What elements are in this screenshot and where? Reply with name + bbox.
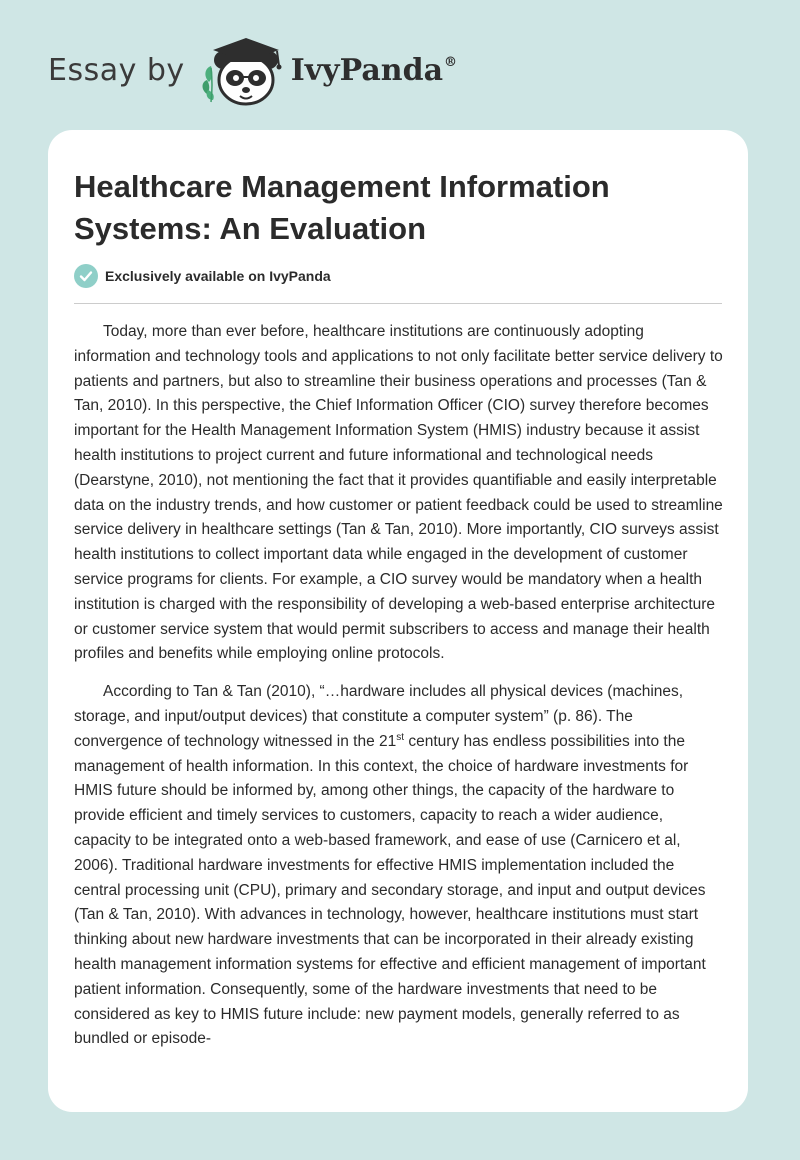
site-header [48,30,457,110]
page-title: Healthcare Management Information Systems: An Evaluation [74,169,610,246]
paragraph-2: According to Tan & Tan (2010), “…hardware includes all physical devices (machines, storage, and input/output devices) that constitute a computer system” (p. 86). The convergence of technology witnessed in the 21st century has endless possibilities into the management of health information. In this context, the choice of hardware investments for HMIS future should be informed by, among other things, the capacity of the hardware to provide efficient and timely services to customers, capacity to reach a wider audience, capacity to be integrated onto a web-based framework, and ease of use (Carnicero et al, 2006). Traditional hardware investments for effective HMIS implementation included the central processing unit (CPU), primary and secondary storage, and input and output devices (Tan & Tan, 2010). With advances in technology, however, healthcare institutions must start thinking about new hardware investments that can be incorporated in their already existing health management information systems for effective and efficient management of important patient information. Consequently, some of the hardware investments that need to be considered as key to HMIS future include: new payment models, generally referred to as bundled or episode- [74,683,706,1048]
ivypanda-logo-icon[interactable] [199,30,285,110]
exclusive-label: Exclusively available on IvyPanda [105,268,331,284]
essay-by-label: Essay by [48,52,185,88]
paragraph-1: Today, more than ever before, healthcare institutions are continuously adopting information and technology tools and applications to not only facilitate better service delivery to patients and partners, but also to streamline their business operations and processes (Tan & Tan, 2010). In this perspective, the Chief Information Officer (CIO) survey therefore becomes important for the Health Management Information System (HMIS) industry because it assist health institutions to project current and future informational and technological needs (Dearstyne, 2010), not mentioning the fact that it provides quantifiable and easily interpretable data on the industry trends, and how customer or patient feedback could be used to streamline service delivery in healthcare settings (Tan & Tan, 2010). More importantly, CIO surveys assist health institutions to collect important data while engaged in the development of customer service programs for clients. For example, a CIO survey would be mandatory when a health institution is charged with the responsibility of developing a web-based enterprise architecture or customer service system that would permit subscribers to access and manage their health profiles and benefits while employing online protocols. [74,323,723,663]
ordinal-suffix: st [396,731,405,743]
check-circle-icon [74,264,98,288]
exclusive-badge [74,264,331,288]
brand-name[interactable]: IvyPanda® [290,52,458,88]
essay-body [74,320,724,1065]
registered-mark: ® [444,54,458,70]
divider [74,303,722,304]
essay-card [48,130,748,1112]
